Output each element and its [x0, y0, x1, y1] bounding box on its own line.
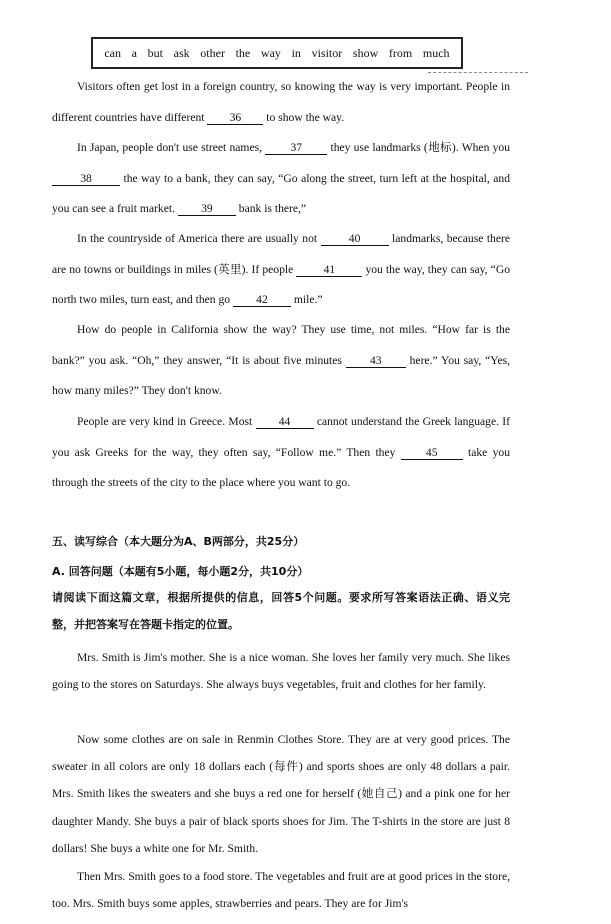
paragraph-text: bank is there,”	[238, 202, 307, 215]
paragraph-text: take you through the streets of the city to the place where you want to go.	[52, 445, 510, 489]
paragraph-text: they use landmarks (地标). When you	[330, 141, 510, 154]
cloze-paragraph-4	[52, 315, 510, 407]
word-option: in	[291, 45, 301, 60]
word-option: other	[200, 45, 225, 60]
word-option: visitor	[311, 45, 343, 60]
blank-44: 44	[256, 415, 314, 429]
paragraph-text: landmarks, because there are no towns or buildings in miles (英里). If people	[52, 232, 511, 276]
word-bank-box	[91, 37, 463, 69]
paragraph-text: How do people in California show the way? They use time, not miles. “How far is the bank?” you ask. “Oh,” they answer, “It is about five minutes	[52, 323, 510, 367]
blank-40: 40	[321, 232, 389, 246]
reading-paragraph-1: Mrs. Smith is Jim's mother. She is a nice woman. She loves her family very much. She likes going to the stores on Saturdays. She always buys vegetables, fruit and clothes for her family.	[52, 651, 510, 692]
blank-45: 45	[401, 446, 463, 460]
paragraph-text: the way to a bank, they can say, “Go along the street, turn left at the hospital, and you can see a fruit market.	[52, 171, 511, 215]
word-option: much	[422, 45, 450, 60]
part-a-title: A. 回答问题（本题有5小题，每小题2分，共10分）	[52, 565, 309, 578]
paragraph-text: here.” You say, “Yes, how many miles?” They don't know.	[52, 353, 511, 397]
instructions: 请阅读下面这篇文章，根据所提供的信息，回答5个问题。要求所写答案语法正确、语义完整，并把答案写在答题卡指定的位置。	[52, 591, 510, 631]
reading-paragraph-2: Now some clothes are on sale in Renmin Clothes Store. They are at very good prices. The sweater in all colors are only 18 dollars each (每件) and sports shoes are only 48 dollars a pair. Mrs. Smith likes the sweaters and she buys a red one for herself (她自己) and a pink one for her daughter Mandy. She buys a pair of black sports shoes for Jim. The T-shirts in the store are just 8 dollars! She buys a white one for Mr. Smith.	[52, 733, 510, 855]
blank-42: 42	[233, 293, 291, 307]
paragraph-text: In the countryside of America there are usually not	[77, 232, 318, 245]
word-option: from	[388, 45, 413, 60]
paragraph-text: People are very kind in Greece. Most	[77, 415, 253, 428]
word-option: ask	[173, 45, 190, 60]
cloze-paragraph-3	[52, 224, 510, 316]
cloze-paragraph-5	[52, 407, 510, 499]
blank-41: 41	[296, 263, 362, 277]
blank-38: 38	[52, 172, 120, 186]
reading-paragraph-3: Then Mrs. Smith goes to a food store. The vegetables and fruit are at good prices in the store, too. Mrs. Smith buys some apples, strawberries and pears. They are for Jim's	[52, 870, 510, 911]
cloze-paragraph-2	[52, 133, 510, 225]
blank-39: 39	[178, 202, 236, 216]
word-option: but	[147, 45, 163, 60]
section-title: 五、读写综合（本大题分为A、B两部分，共25分）	[52, 535, 305, 548]
word-option: can	[104, 45, 121, 60]
blank-36: 36	[207, 111, 263, 125]
paragraph-text: to show the way.	[266, 110, 345, 124]
paragraph-text: you the way, they can say, “Go north two miles, turn east, and then go	[52, 262, 510, 306]
word-option: the	[235, 45, 251, 60]
word-option: show	[352, 45, 379, 60]
paragraph-text: Visitors often get lost in a foreign country, so knowing the way is very important. People in different countries have different	[52, 80, 510, 124]
word-option: a	[131, 45, 137, 60]
blank-37: 37	[265, 141, 327, 155]
word-option: way	[260, 45, 281, 60]
paragraph-text: mile.”	[293, 293, 323, 306]
paragraph-text: cannot understand the Greek language. If you ask Greeks for the way, they often say, “Follow me.” Then they	[52, 415, 510, 459]
cloze-paragraph-1	[52, 72, 510, 133]
paragraph-text: In Japan, people don't use street names,	[77, 141, 263, 154]
blank-43: 43	[346, 354, 406, 368]
